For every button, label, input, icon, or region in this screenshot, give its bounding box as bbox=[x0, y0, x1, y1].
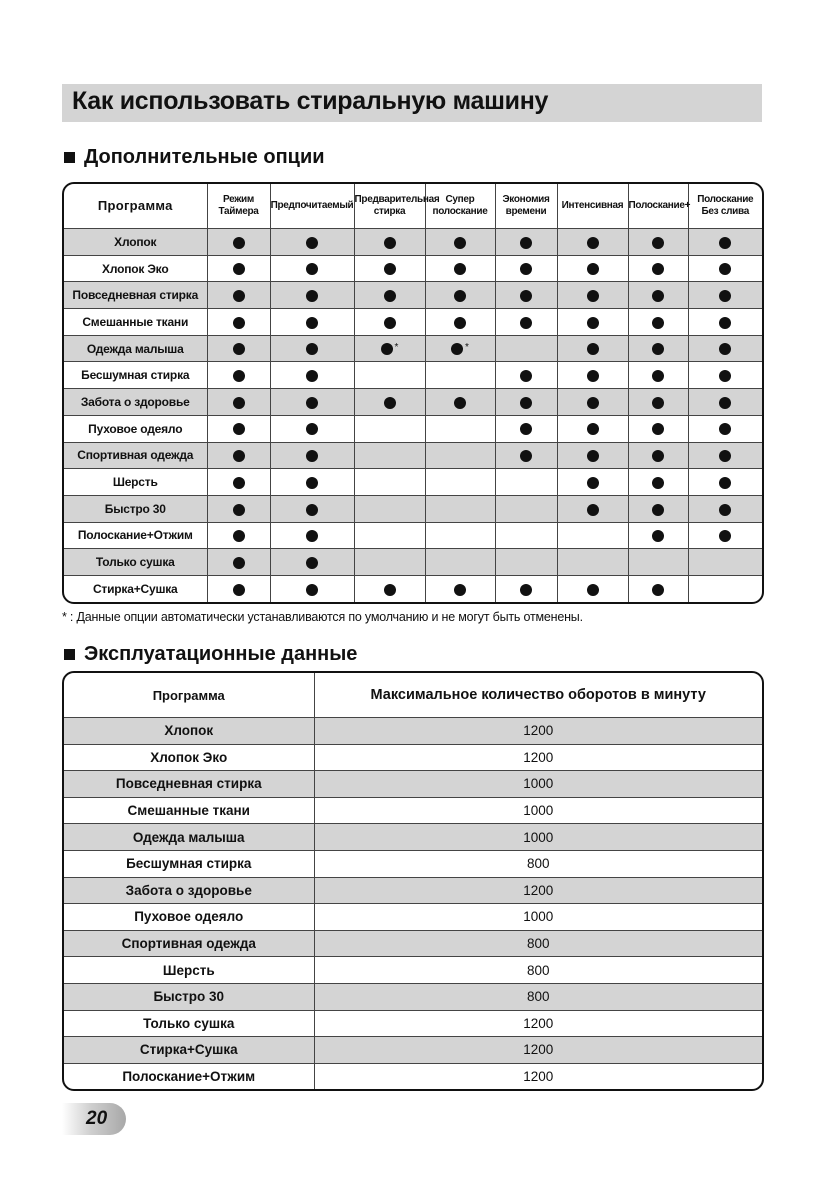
program-name: Смешанные ткани bbox=[64, 309, 207, 336]
bullet-dot-icon bbox=[652, 477, 664, 489]
bullet-dot-icon bbox=[719, 530, 731, 542]
bullet-dot-icon bbox=[306, 370, 318, 382]
option-cell bbox=[354, 442, 425, 469]
program-name: Бесшумная стирка bbox=[64, 362, 207, 389]
option-cell bbox=[628, 442, 688, 469]
specs-table bbox=[64, 673, 762, 1089]
bullet-dot-icon bbox=[306, 343, 318, 355]
option-cell bbox=[207, 282, 270, 309]
bullet-dot-icon bbox=[520, 397, 532, 409]
bullet-dot-icon bbox=[652, 370, 664, 382]
rpm-value: 1000 bbox=[314, 824, 762, 851]
options-col-header: Полоскание+ bbox=[628, 184, 688, 229]
option-cell bbox=[688, 282, 762, 309]
bullet-dot-icon bbox=[652, 584, 664, 596]
option-cell bbox=[628, 495, 688, 522]
options-table-frame bbox=[62, 182, 764, 604]
program-name: Спортивная одежда bbox=[64, 442, 207, 469]
option-cell bbox=[557, 415, 628, 442]
option-cell bbox=[425, 495, 495, 522]
bullet-dot-icon bbox=[233, 370, 245, 382]
bullet-dot-icon bbox=[719, 343, 731, 355]
option-cell bbox=[557, 522, 628, 549]
option-cell bbox=[557, 495, 628, 522]
options-table-row bbox=[64, 522, 762, 549]
options-table-row bbox=[64, 335, 762, 362]
bullet-dot-icon bbox=[233, 237, 245, 249]
option-cell bbox=[495, 255, 557, 282]
bullet-dot-icon bbox=[520, 584, 532, 596]
bullet-dot-icon bbox=[587, 343, 599, 355]
bullet-dot-icon bbox=[719, 237, 731, 249]
option-cell bbox=[354, 389, 425, 416]
option-cell bbox=[688, 229, 762, 256]
option-cell bbox=[207, 362, 270, 389]
option-cell bbox=[354, 495, 425, 522]
option-cell bbox=[270, 522, 354, 549]
option-cell bbox=[495, 362, 557, 389]
option-cell bbox=[270, 229, 354, 256]
asterisk-mark: * bbox=[394, 341, 399, 353]
specs-table-row bbox=[64, 1063, 762, 1089]
option-cell bbox=[270, 335, 354, 362]
options-col-header: Экономия времени bbox=[495, 184, 557, 229]
specs-table-row bbox=[64, 771, 762, 798]
option-cell bbox=[354, 469, 425, 496]
option-cell bbox=[628, 309, 688, 336]
bullet-dot-icon bbox=[652, 317, 664, 329]
specs-table-row bbox=[64, 957, 762, 984]
options-table-row bbox=[64, 255, 762, 282]
bullet-dot-icon bbox=[719, 290, 731, 302]
option-cell bbox=[495, 229, 557, 256]
asterisk-mark: * bbox=[465, 341, 469, 353]
bullet-dot-icon bbox=[454, 237, 466, 249]
option-cell bbox=[557, 362, 628, 389]
option-cell bbox=[270, 282, 354, 309]
option-cell bbox=[495, 549, 557, 576]
option-cell bbox=[628, 522, 688, 549]
bullet-dot-icon bbox=[719, 370, 731, 382]
options-col-header-program: Программа bbox=[64, 184, 207, 229]
bullet-dot-icon bbox=[587, 317, 599, 329]
bullet-dot-icon bbox=[587, 397, 599, 409]
bullet-dot-icon bbox=[587, 450, 599, 462]
bullet-dot-icon bbox=[384, 263, 396, 275]
program-name: Пуховое одеяло bbox=[64, 415, 207, 442]
option-cell bbox=[688, 255, 762, 282]
option-cell bbox=[270, 495, 354, 522]
options-table-row bbox=[64, 415, 762, 442]
option-cell bbox=[688, 495, 762, 522]
option-cell bbox=[557, 549, 628, 576]
option-cell bbox=[495, 495, 557, 522]
program-name: Хлопок bbox=[64, 229, 207, 256]
options-table-row bbox=[64, 229, 762, 256]
option-cell bbox=[495, 309, 557, 336]
bullet-dot-icon bbox=[233, 504, 245, 516]
options-table-row bbox=[64, 309, 762, 336]
section-heading-specs-text: Эксплуатационные данные bbox=[84, 643, 358, 665]
option-cell bbox=[270, 255, 354, 282]
option-cell bbox=[688, 335, 762, 362]
option-cell bbox=[495, 469, 557, 496]
bullet-dot-icon bbox=[587, 584, 599, 596]
specs-table-row bbox=[64, 797, 762, 824]
option-cell bbox=[688, 469, 762, 496]
option-cell bbox=[425, 575, 495, 601]
option-cell bbox=[425, 389, 495, 416]
bullet-dot-icon bbox=[652, 290, 664, 302]
specs-col-header-rpm: Максимальное количество оборотов в минуту bbox=[314, 673, 762, 718]
option-cell bbox=[495, 575, 557, 601]
option-cell bbox=[270, 469, 354, 496]
option-cell bbox=[495, 389, 557, 416]
bullet-dot-icon bbox=[454, 263, 466, 275]
option-cell bbox=[557, 389, 628, 416]
rpm-value: 800 bbox=[314, 930, 762, 957]
bullet-dot-icon bbox=[719, 450, 731, 462]
bullet-dot-icon bbox=[652, 530, 664, 542]
bullet-dot-icon bbox=[306, 263, 318, 275]
option-cell bbox=[628, 229, 688, 256]
bullet-dot-icon bbox=[652, 397, 664, 409]
bullet-dot-icon bbox=[587, 504, 599, 516]
option-cell bbox=[425, 522, 495, 549]
options-col-header: Супер полоскание bbox=[425, 184, 495, 229]
bullet-dot-icon bbox=[520, 237, 532, 249]
rpm-value: 1000 bbox=[314, 904, 762, 931]
option-cell bbox=[557, 469, 628, 496]
bullet-dot-icon bbox=[520, 450, 532, 462]
square-bullet-icon bbox=[64, 152, 75, 163]
rpm-value: 800 bbox=[314, 983, 762, 1010]
option-cell bbox=[425, 469, 495, 496]
option-cell bbox=[628, 362, 688, 389]
bullet-dot-icon bbox=[454, 317, 466, 329]
bullet-dot-icon bbox=[719, 263, 731, 275]
bullet-dot-icon bbox=[233, 450, 245, 462]
bullet-dot-icon bbox=[652, 263, 664, 275]
program-name: Шерсть bbox=[64, 469, 207, 496]
option-cell bbox=[207, 442, 270, 469]
option-cell bbox=[354, 255, 425, 282]
option-cell bbox=[425, 282, 495, 309]
option-cell bbox=[688, 415, 762, 442]
option-cell bbox=[628, 575, 688, 601]
option-cell bbox=[207, 389, 270, 416]
specs-table-row bbox=[64, 930, 762, 957]
bullet-dot-icon bbox=[719, 423, 731, 435]
bullet-dot-icon bbox=[454, 290, 466, 302]
rpm-value: 1200 bbox=[314, 1010, 762, 1037]
section-heading-options-text: Дополнительные опции bbox=[84, 146, 325, 168]
bullet-dot-icon bbox=[520, 263, 532, 275]
footnote: * : Данные опции автоматически устанавливаются по умолчанию и не могут быть отменены. bbox=[62, 610, 583, 624]
option-cell bbox=[688, 442, 762, 469]
option-cell bbox=[425, 335, 495, 362]
program-name: Шерсть bbox=[64, 957, 314, 984]
bullet-dot-icon bbox=[384, 397, 396, 409]
bullet-dot-icon bbox=[587, 370, 599, 382]
option-cell bbox=[688, 309, 762, 336]
bullet-dot-icon bbox=[587, 477, 599, 489]
option-cell bbox=[207, 549, 270, 576]
specs-table-row bbox=[64, 877, 762, 904]
bullet-dot-icon bbox=[306, 237, 318, 249]
option-cell bbox=[425, 442, 495, 469]
bullet-dot-icon bbox=[306, 450, 318, 462]
options-col-header: Интенсивная bbox=[557, 184, 628, 229]
bullet-dot-icon bbox=[719, 477, 731, 489]
bullet-dot-icon bbox=[306, 557, 318, 569]
bullet-dot-icon bbox=[520, 290, 532, 302]
specs-table-row bbox=[64, 983, 762, 1010]
bullet-dot-icon bbox=[520, 423, 532, 435]
program-name: Быстро 30 bbox=[64, 495, 207, 522]
option-cell bbox=[557, 282, 628, 309]
bullet-dot-icon bbox=[233, 290, 245, 302]
bullet-dot-icon bbox=[451, 343, 463, 355]
option-cell bbox=[207, 575, 270, 601]
option-cell bbox=[270, 309, 354, 336]
bullet-dot-icon bbox=[652, 423, 664, 435]
option-cell bbox=[354, 282, 425, 309]
option-cell bbox=[688, 362, 762, 389]
option-cell bbox=[628, 335, 688, 362]
option-cell bbox=[270, 549, 354, 576]
square-bullet-icon bbox=[64, 649, 75, 660]
bullet-dot-icon bbox=[719, 397, 731, 409]
option-cell bbox=[425, 362, 495, 389]
option-cell bbox=[354, 575, 425, 601]
bullet-dot-icon bbox=[520, 370, 532, 382]
bullet-dot-icon bbox=[233, 477, 245, 489]
option-cell bbox=[207, 229, 270, 256]
option-cell bbox=[425, 549, 495, 576]
option-cell bbox=[270, 415, 354, 442]
program-name: Спортивная одежда bbox=[64, 930, 314, 957]
option-cell bbox=[270, 389, 354, 416]
options-col-header: Предпочитаемый bbox=[270, 184, 354, 229]
option-cell bbox=[354, 522, 425, 549]
option-cell bbox=[354, 309, 425, 336]
option-cell bbox=[628, 415, 688, 442]
program-name: Только сушка bbox=[64, 549, 207, 576]
options-table-row bbox=[64, 442, 762, 469]
option-cell bbox=[688, 575, 762, 601]
options-table-row bbox=[64, 389, 762, 416]
bullet-dot-icon bbox=[652, 237, 664, 249]
bullet-dot-icon bbox=[233, 397, 245, 409]
rpm-value: 1000 bbox=[314, 771, 762, 798]
options-col-header: Полоскание Без слива bbox=[688, 184, 762, 229]
program-name: Забота о здоровье bbox=[64, 877, 314, 904]
option-cell bbox=[628, 282, 688, 309]
bullet-dot-icon bbox=[306, 423, 318, 435]
program-name: Пуховое одеяло bbox=[64, 904, 314, 931]
bullet-dot-icon bbox=[384, 584, 396, 596]
options-table-row bbox=[64, 469, 762, 496]
option-cell bbox=[688, 549, 762, 576]
option-cell bbox=[688, 522, 762, 549]
option-cell bbox=[557, 255, 628, 282]
bullet-dot-icon bbox=[719, 504, 731, 516]
option-cell bbox=[270, 442, 354, 469]
options-table-row bbox=[64, 495, 762, 522]
rpm-value: 1200 bbox=[314, 1037, 762, 1064]
section-heading-options bbox=[64, 146, 325, 169]
bullet-dot-icon bbox=[587, 423, 599, 435]
option-cell bbox=[628, 389, 688, 416]
bullet-dot-icon bbox=[381, 343, 393, 355]
option-cell bbox=[557, 309, 628, 336]
options-table bbox=[64, 184, 762, 602]
specs-col-header-program: Программа bbox=[64, 673, 314, 718]
option-cell bbox=[425, 415, 495, 442]
option-cell bbox=[628, 255, 688, 282]
specs-table-frame bbox=[62, 671, 764, 1091]
option-cell bbox=[628, 469, 688, 496]
bullet-dot-icon bbox=[306, 477, 318, 489]
options-col-header: Предварительная стирка bbox=[354, 184, 425, 229]
specs-table-row bbox=[64, 850, 762, 877]
program-name: Стирка+Сушка bbox=[64, 575, 207, 601]
specs-table-row bbox=[64, 718, 762, 745]
specs-table-row bbox=[64, 1010, 762, 1037]
bullet-dot-icon bbox=[306, 317, 318, 329]
option-cell bbox=[354, 335, 425, 362]
bullet-dot-icon bbox=[652, 504, 664, 516]
program-name: Только сушка bbox=[64, 1010, 314, 1037]
option-cell bbox=[628, 549, 688, 576]
program-name: Смешанные ткани bbox=[64, 797, 314, 824]
bullet-dot-icon bbox=[587, 263, 599, 275]
options-table-row bbox=[64, 575, 762, 601]
specs-table-row bbox=[64, 824, 762, 851]
option-cell bbox=[495, 282, 557, 309]
option-cell bbox=[207, 415, 270, 442]
options-col-header: Режим Таймера bbox=[207, 184, 270, 229]
specs-table-row bbox=[64, 1037, 762, 1064]
bullet-dot-icon bbox=[587, 237, 599, 249]
bullet-dot-icon bbox=[384, 290, 396, 302]
option-cell bbox=[354, 362, 425, 389]
bullet-dot-icon bbox=[652, 450, 664, 462]
section-heading-specs bbox=[64, 643, 357, 666]
option-cell bbox=[557, 575, 628, 601]
page-title-bar bbox=[62, 84, 762, 122]
bullet-dot-icon bbox=[587, 290, 599, 302]
program-name: Бесшумная стирка bbox=[64, 850, 314, 877]
program-name: Хлопок bbox=[64, 718, 314, 745]
bullet-dot-icon bbox=[306, 504, 318, 516]
option-cell bbox=[354, 415, 425, 442]
specs-table-row bbox=[64, 744, 762, 771]
program-name: Одежда малыша bbox=[64, 335, 207, 362]
bullet-dot-icon bbox=[233, 584, 245, 596]
bullet-dot-icon bbox=[233, 423, 245, 435]
rpm-value: 1000 bbox=[314, 797, 762, 824]
bullet-dot-icon bbox=[233, 343, 245, 355]
bullet-dot-icon bbox=[306, 397, 318, 409]
page-number-badge bbox=[62, 1103, 126, 1135]
program-name: Быстро 30 bbox=[64, 983, 314, 1010]
option-cell bbox=[207, 469, 270, 496]
option-cell bbox=[207, 495, 270, 522]
program-name: Хлопок Эко bbox=[64, 744, 314, 771]
bullet-dot-icon bbox=[454, 584, 466, 596]
option-cell bbox=[557, 335, 628, 362]
bullet-dot-icon bbox=[233, 530, 245, 542]
rpm-value: 1200 bbox=[314, 877, 762, 904]
option-cell bbox=[207, 335, 270, 362]
bullet-dot-icon bbox=[233, 557, 245, 569]
program-name: Одежда малыша bbox=[64, 824, 314, 851]
program-name: Повседневная стирка bbox=[64, 771, 314, 798]
bullet-dot-icon bbox=[454, 397, 466, 409]
option-cell bbox=[557, 229, 628, 256]
option-cell bbox=[354, 229, 425, 256]
bullet-dot-icon bbox=[384, 237, 396, 249]
bullet-dot-icon bbox=[719, 317, 731, 329]
option-cell bbox=[495, 415, 557, 442]
option-cell bbox=[557, 442, 628, 469]
options-table-row bbox=[64, 282, 762, 309]
option-cell bbox=[425, 229, 495, 256]
option-cell bbox=[207, 522, 270, 549]
options-table-row bbox=[64, 549, 762, 576]
bullet-dot-icon bbox=[233, 317, 245, 329]
bullet-dot-icon bbox=[384, 317, 396, 329]
options-table-row bbox=[64, 362, 762, 389]
rpm-value: 1200 bbox=[314, 744, 762, 771]
option-cell bbox=[495, 522, 557, 549]
program-name: Полоскание+Отжим bbox=[64, 1063, 314, 1089]
specs-table-row bbox=[64, 904, 762, 931]
bullet-dot-icon bbox=[306, 530, 318, 542]
bullet-dot-icon bbox=[233, 263, 245, 275]
bullet-dot-icon bbox=[652, 343, 664, 355]
rpm-value: 1200 bbox=[314, 1063, 762, 1089]
rpm-value: 1200 bbox=[314, 718, 762, 745]
program-name: Полоскание+Отжим bbox=[64, 522, 207, 549]
option-cell bbox=[425, 255, 495, 282]
bullet-dot-icon bbox=[520, 317, 532, 329]
option-cell bbox=[495, 335, 557, 362]
option-cell bbox=[425, 309, 495, 336]
program-name: Забота о здоровье bbox=[64, 389, 207, 416]
program-name: Хлопок Эко bbox=[64, 255, 207, 282]
page-title: Как использовать стиральную машину bbox=[72, 87, 549, 115]
option-cell bbox=[270, 575, 354, 601]
option-cell bbox=[207, 255, 270, 282]
option-cell bbox=[207, 309, 270, 336]
page-number: 20 bbox=[86, 1108, 108, 1129]
bullet-dot-icon bbox=[306, 584, 318, 596]
rpm-value: 800 bbox=[314, 957, 762, 984]
rpm-value: 800 bbox=[314, 850, 762, 877]
option-cell bbox=[354, 549, 425, 576]
option-cell bbox=[270, 362, 354, 389]
option-cell bbox=[495, 442, 557, 469]
bullet-dot-icon bbox=[306, 290, 318, 302]
program-name: Повседневная стирка bbox=[64, 282, 207, 309]
program-name: Стирка+Сушка bbox=[64, 1037, 314, 1064]
option-cell bbox=[688, 389, 762, 416]
